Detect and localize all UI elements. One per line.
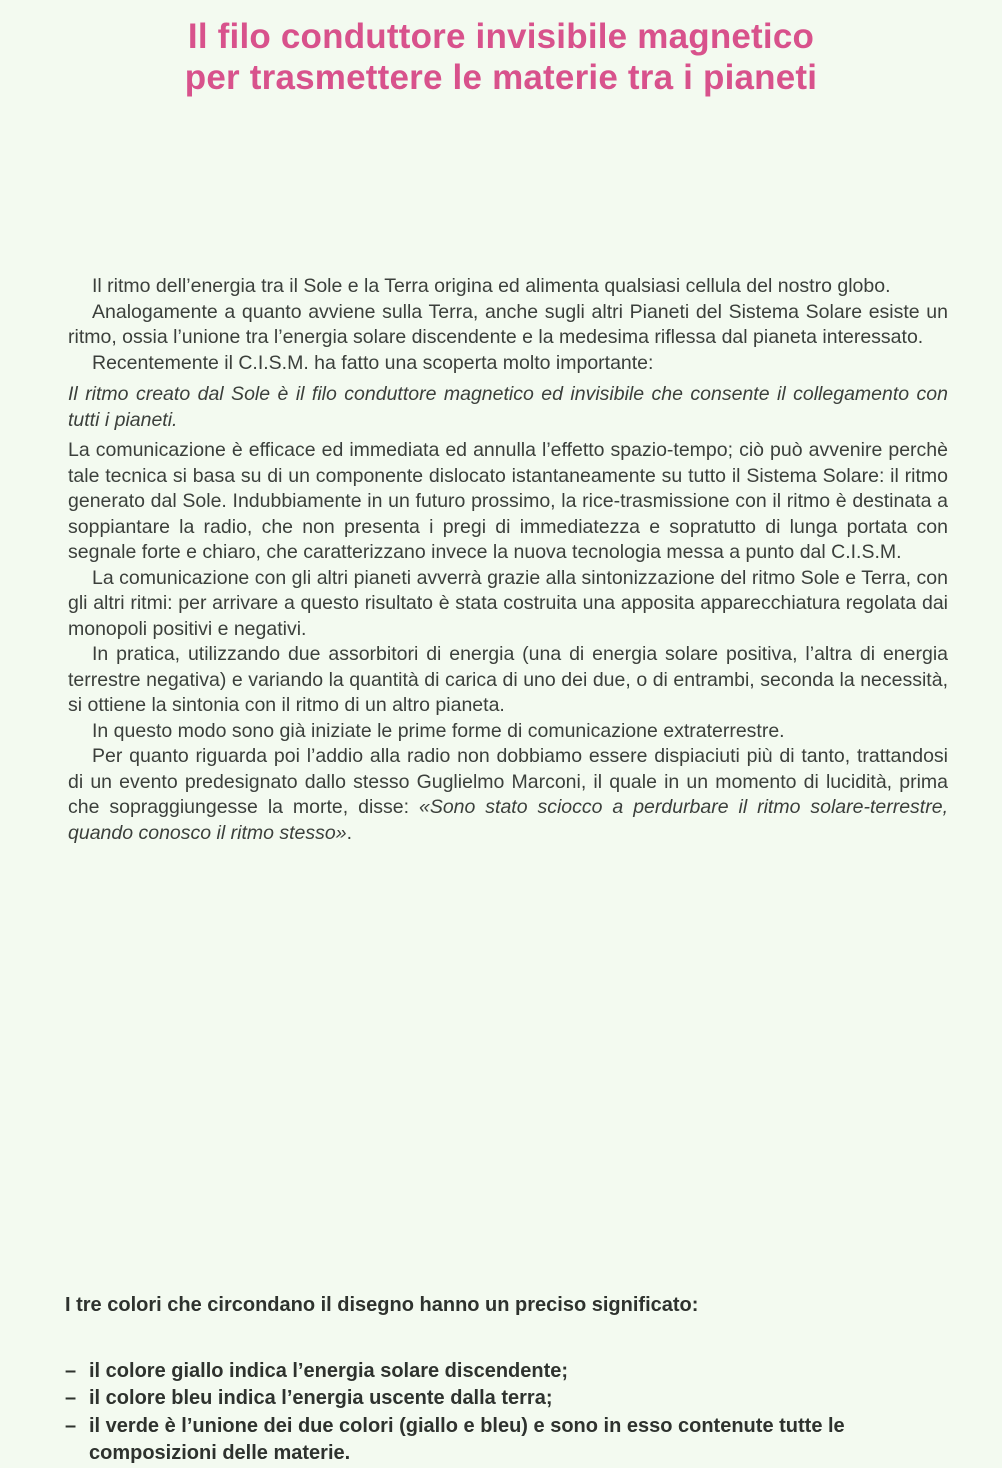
paragraph-italic-statement: Il ritmo creato dal Sole è il filo conduttore magnetico ed invisibile che consente il collegamento con tutti i pianeti. <box>68 383 948 431</box>
page-title-line-2: per trasmettere le materie tra i pianeti <box>184 58 818 97</box>
legend-item-text: il colore bleu indica l’energia uscente dalla terra; <box>89 1387 553 1409</box>
paragraph: Recentemente il C.I.S.M. ha fatto una scoperta molto importante: <box>92 351 654 374</box>
legend-item-blue <box>65 1385 960 1413</box>
page-title-line-1: Il filo conduttore invisibile magnetico <box>187 17 815 56</box>
color-legend <box>65 1292 960 1468</box>
paragraph: In pratica, utilizzando due assorbitori di energia (una di energia solare positiva, l’altra di energia terrestre negativa) e variando la quantità di carica di uno dei due, o di entrambi, seconda la necessità, si ottiene la sintonia con il ritmo di un altro pianeta. <box>68 643 948 716</box>
paragraph: La comunicazione è efficace ed immediata ed annulla l’effetto spazio-tempo; ciò può avvenire perchè tale tecnica si basa su di un componente dislocato istantaneamente su tutto il Sistema Solare: il ritmo generato dal Sole. Indubbiamente in un futuro prossimo, la rice-trasmissione con il ritmo è destinata a soppiantare la radio, che non presenta i pregi di immediatezza e sopratutto di lunga portata con segnale forte e chiaro, che caratterizzano invece la nuova tecnologia messa a punto dal C.I.S.M. <box>68 439 948 563</box>
page-title <box>0 16 1002 98</box>
legend-item-text: il verde è l’unione dei due colori (giallo e bleu) e sono in esso contenute tutte le composizioni delle materie. <box>89 1414 845 1464</box>
paragraph-lead-text: Per quanto riguarda poi l’addio alla radio non dobbiamo essere dispiaciuti più di tanto, trattandosi di un evento predesignato dallo stesso Guglielmo Marconi, il quale in un momento di lucidità, prima che sopraggiungesse la morte, disse: <box>68 745 948 818</box>
dash-bullet: – <box>65 1414 77 1437</box>
paragraph: Il ritmo dell’energia tra il Sole e la Terra origina ed alimenta qualsiasi cellula del nostro globo. <box>92 275 891 297</box>
legend-item-text: il colore giallo indica l’energia solare discendente; <box>89 1359 569 1382</box>
paragraph: Analogamente a quanto avviene sulla Terra, anche sugli altri Pianeti del Sistema Solare esiste un ritmo, ossia l’unione tra l’energia solare discendente e la medesima riflessa dal pianeta interessato. <box>68 300 948 348</box>
dash-bullet: – <box>65 1387 77 1409</box>
marconi-quote: «Sono stato sciocco a perdurbare il ritmo solare-terrestre, quando conosco il ritmo stesso» <box>68 796 948 844</box>
legend-item-yellow <box>65 1358 960 1386</box>
paragraph: In questo modo sono già iniziate le prime forme di comunicazione extraterrestre. <box>92 719 785 742</box>
paragraph-with-quote <box>68 744 948 846</box>
paragraph-tail-text: . <box>346 821 352 844</box>
article-body <box>68 274 948 846</box>
dash-bullet: – <box>65 1359 77 1382</box>
legend-item-green <box>65 1413 960 1468</box>
paragraph: La comunicazione con gli altri pianeti avverrà grazie alla sintonizzazione del ritmo Sole e Terra, con gli altri ritmi: per arrivare a questo risultato è stata costruita una apposita apparecchiatura regolata dai monopoli positivi e negativi. <box>68 566 948 640</box>
legend-heading: I tre colori che circondano il disegno hanno un preciso significato: <box>65 1294 699 1316</box>
